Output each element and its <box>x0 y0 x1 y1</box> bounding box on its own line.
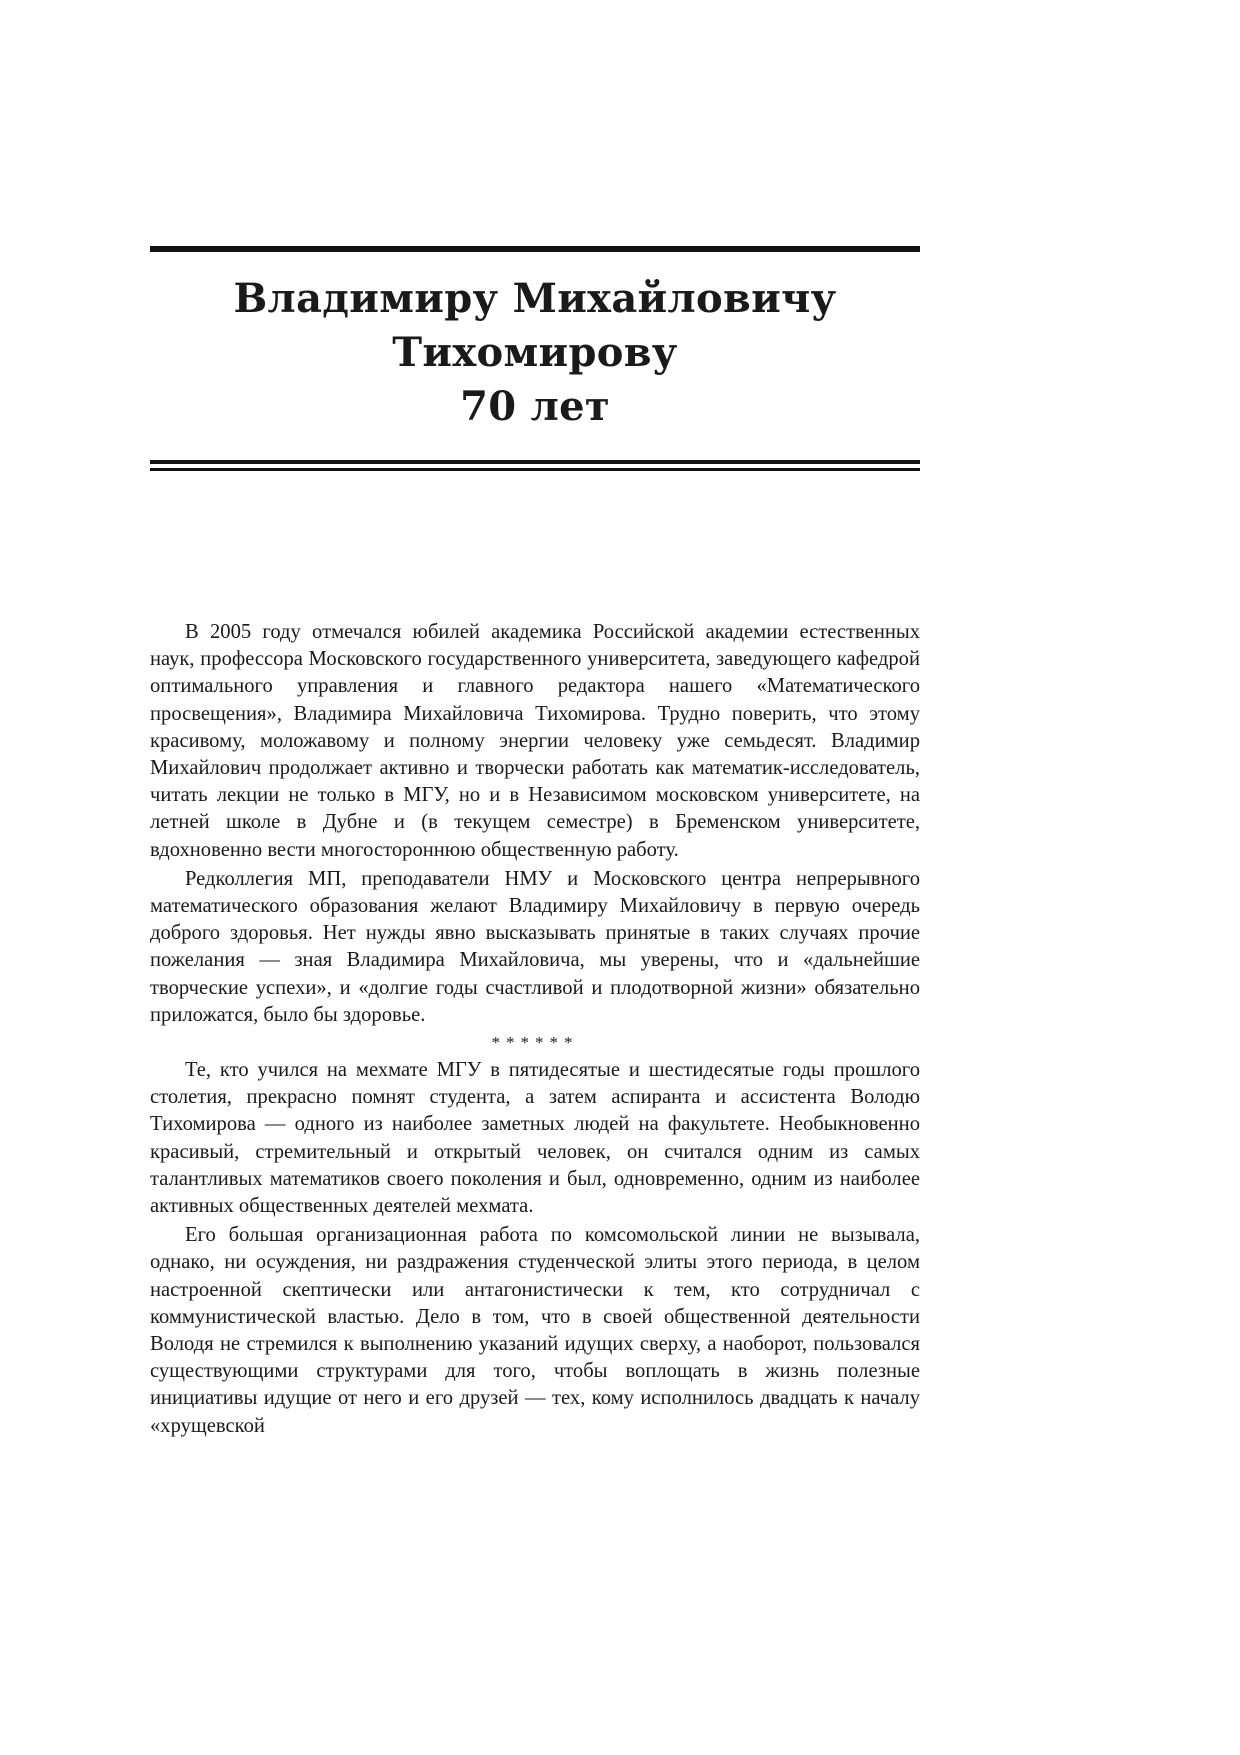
paragraph-4: Его большая организационная работа по комсомольской линии не вызывала, однако, ни осуждения, ни раздражения студенческой элиты этого периода, в целом настроенной скептически или антагонистически к тем, кто сотрудничал с коммунистической властью. Дело в том, что в своей общественной деятельности Володя не стремился к выполнению указаний идущих сверху, а наоборот, пользовался существующими структурами для того, чтобы воплощать в жизнь полезные инициативы идущие от него и его друзей — тех, кому исполнилось двадцать к началу «хрущевской <box>150 1224 920 1437</box>
paragraph-3: Те, кто учился на мехмате МГУ в пятидесятые и шестидесятые годы прошлого столетия, прекрасно помнят студента, а затем аспиранта и ассистента Володю Тихомирова — одного из наиболее заметных людей на факультете. Необыкновенно красивый, стремительный и открытый человек, он считался одним из самых талантливых математиков своего поколения и был, одновременно, одним из наиболее активных общественных деятелей мехмата. <box>150 1059 920 1218</box>
paragraph-1: В 2005 году отмечался юбилей академика Российской академии естественных наук, профессора Московского государственного университета, заведующего кафедрой оптимального управления и главного редактора нашего «Математического просвещения», Владимира Михайловича Тихомирова. Трудно поверить, что этому красивому, моложавому и полному энергии человеку уже семьдесят. Владимир Михайлович продолжает активно и творчески работать как математик-исследователь, читать лекции не только в МГУ, но и в Независимом московском университете, на летней школе в Дубне и (в текущем семестре) в Бременском университете, вдохновенно вести многостороннюю общественную работу. <box>150 621 920 861</box>
paragraph-2: Редколлегия МП, преподаватели НМУ и Московского центра непрерывного математического образования желают Владимиру Михайловичу в первую очередь доброго здоровья. Нет нужды явно высказывать принятые в таких случаях прочие пожелания — зная Владимира Михайловича, мы уверены, что и «дальнейшие творческие успехи», и «долгие годы счастливой и плодотворной жизни» обязательно приложатся, было бы здоровье. <box>150 867 920 1026</box>
page-title <box>150 272 920 434</box>
document-page <box>150 246 920 1442</box>
title-line-2: 70 лет <box>460 383 610 430</box>
article-body <box>150 619 920 1440</box>
title-bottom-double-rule <box>150 460 920 471</box>
section-separator: ****** <box>491 1033 579 1053</box>
title-top-rule <box>150 246 920 252</box>
title-line-1: Владимиру Михайловичу Тихомирову <box>233 275 837 376</box>
